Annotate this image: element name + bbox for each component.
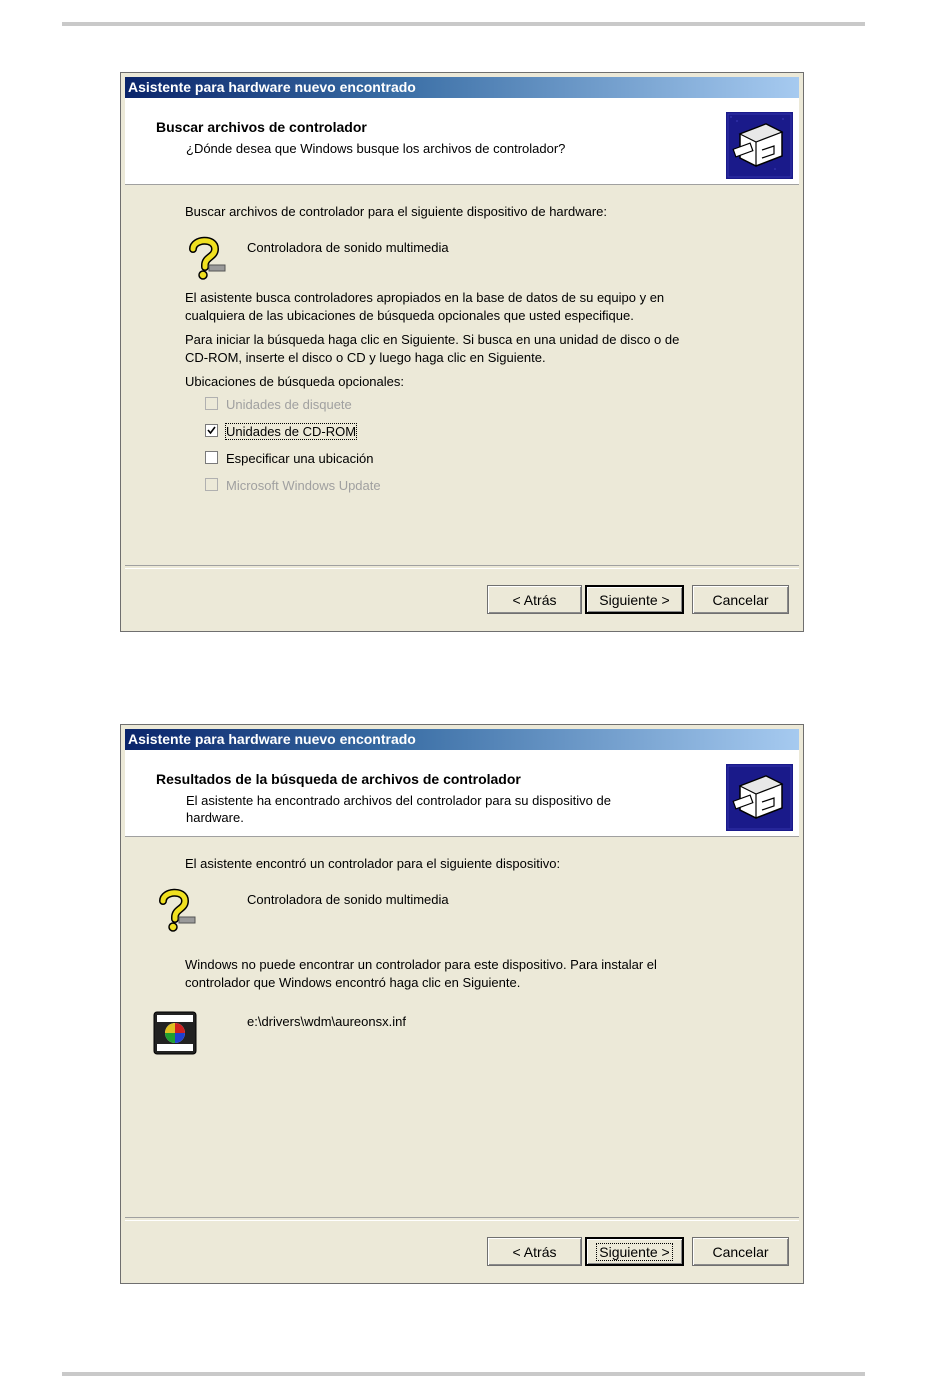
hardware-wizard-icon <box>726 112 793 179</box>
checkbox-box[interactable] <box>205 397 218 410</box>
back-button[interactable]: < Atrás <box>487 585 582 614</box>
description-line-2: cualquiera de las ubicaciones de búsqueda opcionales que usted especifique. <box>185 308 634 323</box>
checkbox-box[interactable] <box>205 424 218 437</box>
wizard-header <box>125 98 799 185</box>
checkmark-icon <box>207 426 216 435</box>
checkbox-box[interactable] <box>205 478 218 491</box>
device-name: Controladora de sonido multimedia <box>247 240 449 255</box>
driver-path: e:\drivers\wdm\aureonsx.inf <box>247 1014 406 1029</box>
instruction-line-2: CD-ROM, inserte el disco o CD y luego haga clic en Siguiente. <box>185 350 546 365</box>
next-button[interactable]: Siguiente > <box>585 585 684 614</box>
bottom-rule <box>62 1372 865 1376</box>
header-subtitle-line-2: hardware. <box>186 810 244 825</box>
cancel-button[interactable]: Cancelar <box>692 585 789 614</box>
title-bar[interactable]: Asistente para hardware nuevo encontrado <box>125 729 799 750</box>
wizard-dialog-search <box>120 72 804 632</box>
description-line-1: El asistente busca controladores apropiados en la base de datos de su equipo y en <box>185 290 665 305</box>
next-button[interactable]: Siguiente > <box>585 1237 684 1266</box>
checkbox-floppy-drives[interactable] <box>205 395 352 415</box>
info-line-2: controlador que Windows encontró haga clic en Siguiente. <box>185 975 521 990</box>
wizard-dialog-results <box>120 724 804 1284</box>
checkbox-specify-location[interactable] <box>205 449 373 469</box>
hardware-wizard-icon <box>726 764 793 831</box>
top-rule <box>62 22 865 26</box>
checkbox-label: Unidades de disquete <box>226 397 352 412</box>
checkbox-label: Especificar una ubicación <box>226 451 374 466</box>
checkbox-cdrom-drives[interactable] <box>205 422 356 442</box>
header-subtitle-line-1: El asistente ha encontrado archivos del controlador para su dispositivo de <box>186 793 611 808</box>
unknown-device-icon <box>185 235 231 281</box>
header-subtitle: ¿Dónde desea que Windows busque los archivos de controlador? <box>186 141 566 156</box>
checkbox-windows-update[interactable] <box>205 476 381 496</box>
options-label: Ubicaciones de búsqueda opcionales: <box>185 374 404 389</box>
checkbox-box[interactable] <box>205 451 218 464</box>
title-bar[interactable]: Asistente para hardware nuevo encontrado <box>125 77 799 98</box>
unknown-device-icon <box>155 887 201 933</box>
instruction-line-1: Para iniciar la búsqueda haga clic en Siguiente. Si busca en una unidad de disco o de <box>185 332 680 347</box>
header-title: Buscar archivos de controlador <box>156 119 367 135</box>
driver-file-icon <box>153 1011 197 1055</box>
intro-text: Buscar archivos de controlador para el siguiente dispositivo de hardware: <box>185 204 608 219</box>
device-name: Controladora de sonido multimedia <box>247 892 449 907</box>
info-line-1: Windows no puede encontrar un controlador para este dispositivo. Para instalar el <box>185 957 657 972</box>
back-button[interactable]: < Atrás <box>487 1237 582 1266</box>
cancel-button[interactable]: Cancelar <box>692 1237 789 1266</box>
checkbox-label: Unidades de CD-ROM <box>226 424 357 439</box>
wizard-header <box>125 750 799 837</box>
header-title: Resultados de la búsqueda de archivos de controlador <box>156 771 521 787</box>
intro-text: El asistente encontró un controlador para el siguiente dispositivo: <box>185 856 561 871</box>
footer-separator <box>125 1217 799 1221</box>
footer-separator <box>125 565 799 569</box>
checkbox-label: Microsoft Windows Update <box>226 478 381 493</box>
